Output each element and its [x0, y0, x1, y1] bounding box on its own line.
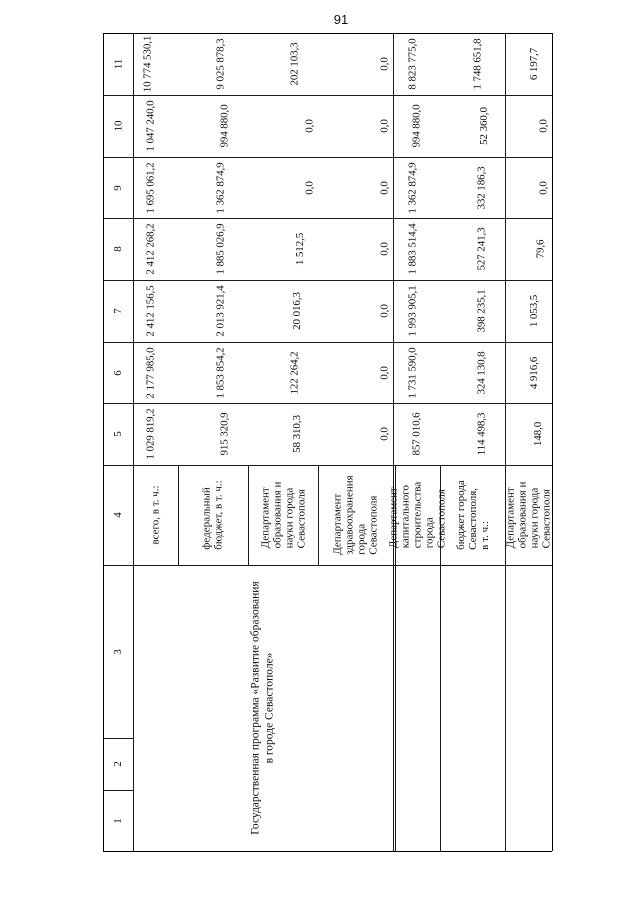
table-cell: 10 774 530,1 [141, 35, 154, 93]
table-cell: 1 512,5 [293, 232, 306, 266]
table-cell: 2 177 985,0 [144, 346, 157, 399]
table-cell: 1 883 514,4 [406, 223, 419, 275]
row-label: бюджет города Севастополя, в т. ч.: [454, 480, 491, 550]
table-cell: 0,0 [378, 119, 391, 133]
col-number-10: 10 [112, 120, 124, 132]
table-cell: 324 130,8 [475, 350, 488, 395]
col-number-11: 11 [112, 58, 124, 70]
col-number-8: 8 [112, 246, 124, 252]
table-cell: 1 362 874,9 [406, 161, 419, 214]
table-cell: 1 695 061,2 [144, 161, 157, 214]
col-number-4: 4 [112, 512, 124, 518]
row-label: всего, в т. ч.: [149, 485, 162, 545]
table-cell: 202 103,3 [288, 42, 301, 86]
table-cell: 0,0 [378, 57, 391, 71]
table-cell: 0,0 [303, 180, 316, 195]
row-label: Департамент здравоохранения города Севастополя [331, 475, 380, 555]
table-cell: 0,0 [537, 119, 550, 133]
row-label: Департамент образования и науки города Севастополя [504, 481, 553, 549]
table-cell: 2 412 268,2 [144, 223, 157, 275]
table-cell: 857 010,6 [410, 412, 423, 456]
table-cell: 1 053,5 [527, 294, 540, 328]
col-number-1: 1 [112, 817, 124, 824]
table-cell: 52 360,0 [478, 107, 491, 145]
table-cell: 0,0 [537, 180, 550, 195]
table-cell: 0,0 [378, 365, 391, 380]
table-cell: 1 029 819,2 [144, 408, 157, 460]
table-cell: 994 880,0 [218, 104, 231, 148]
table-cell: 0,0 [378, 304, 391, 318]
page-number: 91 [333, 12, 349, 27]
table-cell: 4 916,6 [527, 356, 540, 389]
table-cell: 148,0 [531, 421, 544, 447]
table-cell: 122 264,2 [288, 350, 301, 395]
table-cell: 20 016,3 [291, 292, 304, 330]
table-cell: 114 498,3 [475, 412, 488, 456]
col-number-2: 2 [112, 761, 124, 767]
row-label: Департамент капитального строительства города Севастополя [387, 481, 448, 549]
table-cell: 2 412 156,5 [144, 285, 157, 337]
table-cell: 915 320,9 [218, 412, 231, 456]
table-cell: 79,6 [534, 239, 547, 259]
row-label: федеральный бюджет, в т. ч.: [201, 480, 225, 550]
table-cell: 0,0 [378, 427, 391, 441]
table-cell: 1 748 651,8 [471, 38, 484, 90]
table-cell: 527 241,3 [475, 227, 488, 271]
table-cell: 58 310,3 [291, 415, 304, 453]
table-cell: 1 993 905,1 [406, 285, 419, 337]
col-number-6: 6 [112, 369, 124, 376]
table-cell: 1 885 026,9 [214, 223, 227, 275]
table-cell: 2 013 921,4 [214, 285, 227, 337]
col-number-9: 9 [112, 184, 124, 191]
table-cell: 8 823 775,0 [406, 38, 419, 90]
col-number-3: 3 [112, 648, 124, 655]
col-number-5: 5 [112, 431, 124, 437]
table-cell: 0,0 [303, 119, 316, 133]
row-label: Департамент образования и науки города Севастополя [258, 481, 307, 549]
table-cell: 0,0 [378, 242, 391, 256]
table-cell: 1 731 590,0 [406, 346, 419, 399]
table-cell: 0,0 [378, 180, 391, 195]
table-cell: 9 025 878,3 [214, 38, 227, 90]
program-title: Государственная программа «Развитие образования в городе Севастополе» [249, 581, 276, 835]
col-number-7: 7 [112, 308, 124, 314]
table-cell: 332 186,3 [475, 165, 488, 210]
table-cell: 994 880,0 [410, 104, 423, 148]
table-cell: 1 362 874,9 [214, 161, 227, 214]
table-cell: 1 853 854,2 [214, 346, 227, 399]
table-cell: 1 047 240,0 [144, 100, 157, 152]
table-cell: 6 197,7 [527, 47, 540, 81]
table-cell: 398 235,1 [475, 289, 488, 333]
